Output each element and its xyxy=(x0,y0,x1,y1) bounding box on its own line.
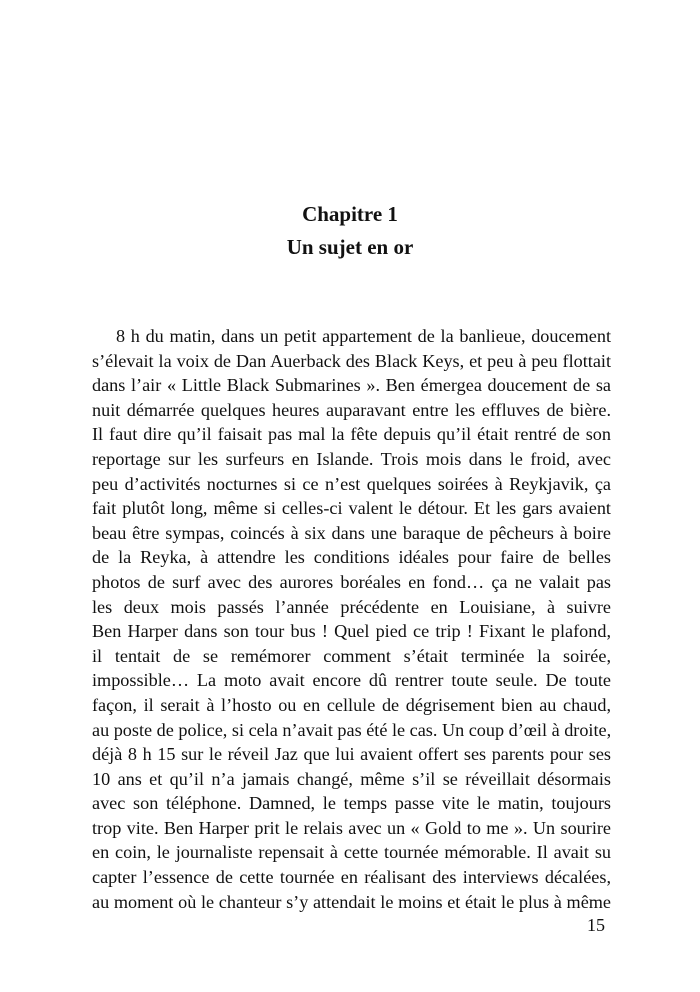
text-line: Il faut dire qu’il faisait pas mal la fête depuis qu’il était rentré de son xyxy=(92,424,611,445)
text-line: s’élevait la voix de Dan Auerback des Black Keys, et peu à peu flottait xyxy=(92,350,611,371)
text-line: avec son téléphone. Damned, le temps passe vite le matin, toujours xyxy=(92,793,611,814)
text-line: façon, il serait à l’hosto ou en cellule de dégrisement bien au chaud, xyxy=(92,694,611,715)
text-line: il tentait de se remémorer comment s’était terminée la soirée, xyxy=(92,645,611,666)
text-line: impossible… La moto avait encore dû rentrer toute seule. De toute xyxy=(92,670,611,691)
text-line: peu d’activités nocturnes si ce n’est quelques soirées à Reykjavik, ça xyxy=(92,473,611,494)
text-line: fait plutôt long, même si celles-ci valent le détour. Et les gars avaient xyxy=(92,498,611,519)
text-line: en coin, le journaliste repensait à cette tournée mémorable. Il avait su xyxy=(92,842,611,863)
text-line: les deux mois passés l’année précédente en Louisiane, à suivre xyxy=(92,596,611,617)
text-line: dans l’air « Little Black Submarines ». Ben émergea doucement de sa xyxy=(92,375,611,396)
text-line: de la Reyka, à attendre les conditions idéales pour faire de belles xyxy=(92,547,611,568)
text-line: déjà 8 h 15 sur le réveil Jaz que lui avaient offert ses parents pour ses xyxy=(92,744,611,765)
text-line: Ben Harper dans son tour bus ! Quel pied ce trip ! Fixant le plafond, xyxy=(92,621,611,642)
text-line: nuit démarrée quelques heures auparavant entre les effluves de bière. xyxy=(92,399,611,420)
chapter-title: Un sujet en or xyxy=(286,235,414,259)
text-line: beau être sympas, coincés à six dans une baraque de pêcheurs à boire xyxy=(92,522,611,543)
text-line: au moment où le chanteur s’y attendait le moins et était le plus à même xyxy=(92,891,611,912)
text-line: 10 ans et qu’il n’a jamais changé, même s’il se réveillait désormais xyxy=(92,768,611,789)
text-line: reportage sur les surfeurs en Islande. Trois mois dans le froid, avec xyxy=(92,448,611,469)
text-line: photos de surf avec des aurores boréales en fond… ça ne valait pas xyxy=(92,571,611,592)
text-line: trop vite. Ben Harper prit le relais avec un « Gold to me ». Un sourire xyxy=(92,817,611,838)
body-paragraph xyxy=(92,324,611,914)
chapter-number: Chapitre 1 xyxy=(302,202,398,226)
page-number: 15 xyxy=(587,915,605,935)
text-line: au poste de police, si cela n’avait pas été le cas. Un coup d’œil à droite, xyxy=(92,719,612,740)
text-line: capter l’essence de cette tournée en réalisant des interviews décalées, xyxy=(92,867,611,888)
text-line: 8 h du matin, dans un petit appartement de la banlieue, doucement xyxy=(116,326,611,346)
chapter-heading xyxy=(0,198,700,264)
